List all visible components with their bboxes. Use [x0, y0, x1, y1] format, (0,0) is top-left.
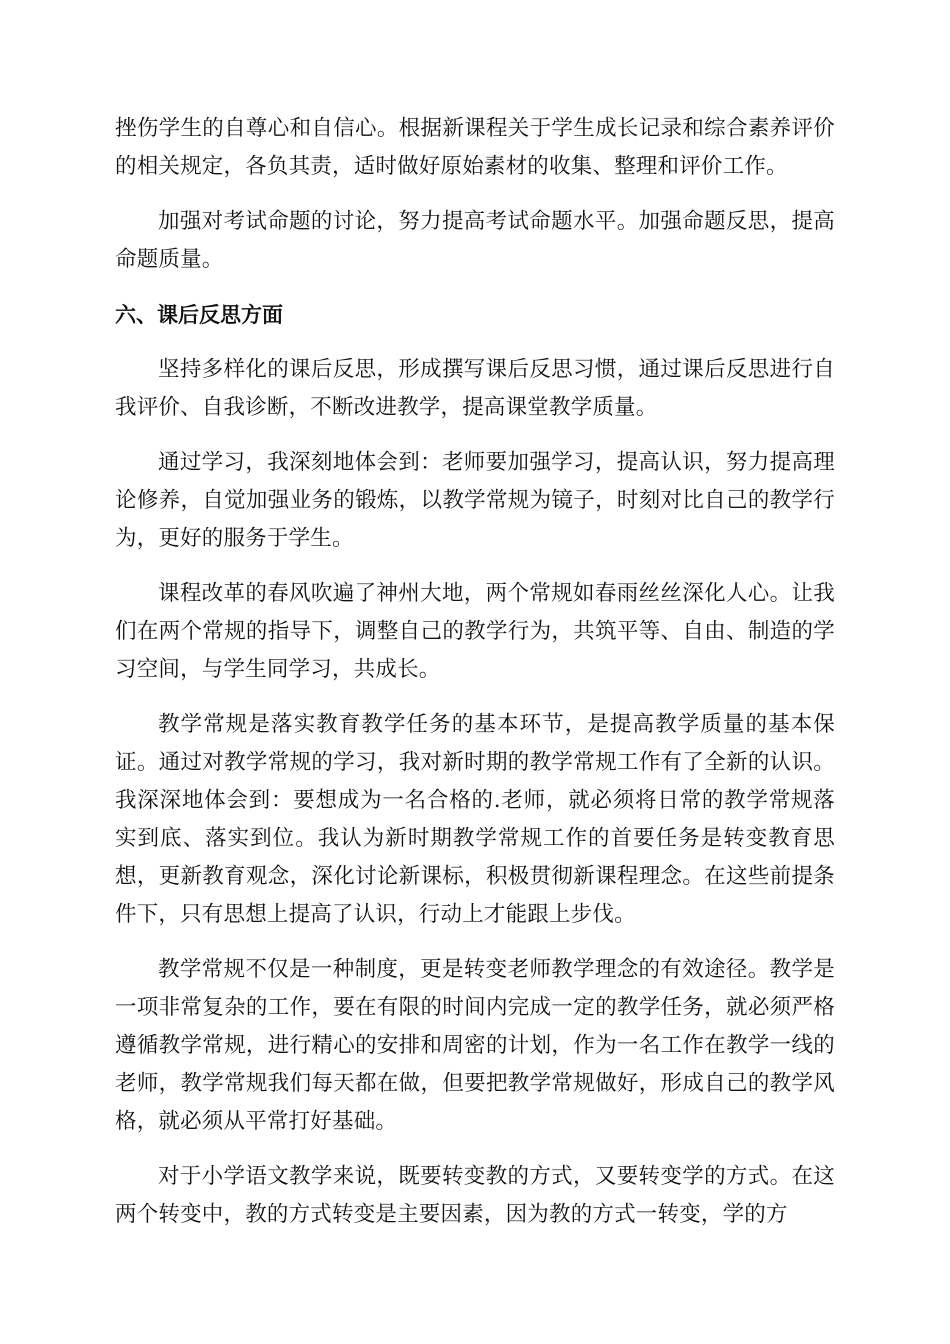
paragraph-chinese-teaching: 对于小学语文教学来说，既要转变教的方式，又要转变学的方式。在这两个转变中，教的方式转变是主要因素，因为教的方式一转变，学的方: [115, 1164, 835, 1227]
paragraph-continuation: 挫伤学生的自尊心和自信心。根据新课程关于学生成长记录和综合素养评价的相关规定，各负其责，适时做好原始素材的收集、整理和评价工作。: [115, 116, 835, 179]
paragraph-after-class-reflection: 坚持多样化的课后反思，形成撰写课后反思习惯，通过课后反思进行自我评价、自我诊断，不断改进教学，提高课堂教学质量。: [115, 357, 835, 420]
paragraph-curriculum-reform: 课程改革的春风吹遍了神州大地，两个常规如春雨丝丝深化人心。让我们在两个常规的指导下，调整自己的教学行为，共筑平等、自由、制造的学习空间，与学生同学习，共成长。: [115, 581, 835, 682]
paragraph-teaching-routine-system: 教学常规不仅是一种制度，更是转变老师教学理念的有效途径。教学是一项非常复杂的工作，要在有限的时间内完成一定的教学任务，就必须严格遵循教学常规，进行精心的安排和周密的计划，作为一名工作在教学一线的老师，教学常规我们每天都在做，但要把教学常规做好，形成自己的教学风格，就必须从平常打好基础。: [115, 957, 835, 1134]
paragraph-learning-experience: 通过学习，我深刻地体会到：老师要加强学习，提高认识，努力提高理论修养，自觉加强业务的锻炼，以教学常规为镜子，时刻对比自己的教学行为，更好的服务于学生。: [115, 450, 835, 551]
paragraph-teaching-routine-basics: 教学常规是落实教育教学任务的基本环节，是提高教学质量的基本保证。通过对教学常规的学习，我对新时期的教学常规工作有了全新的认识。我深深地体会到：要想成为一名合格的.老师，就必须将日常的教学常规落实到底、落实到位。我认为新时期教学常规工作的首要任务是转变教育思想，更新教育观念，深化讨论新课标，积极贯彻新课程理念。在这些前提条件下，只有思想上提高了认识，行动上才能跟上步伐。: [115, 712, 835, 927]
section-heading-reflection: 六、课后反思方面: [115, 303, 283, 327]
document-body: [115, 110, 835, 1251]
paragraph-exam-questions: 加强对考试命题的讨论，努力提高考试命题水平。加强命题反思，提高命题质量。: [115, 209, 835, 272]
